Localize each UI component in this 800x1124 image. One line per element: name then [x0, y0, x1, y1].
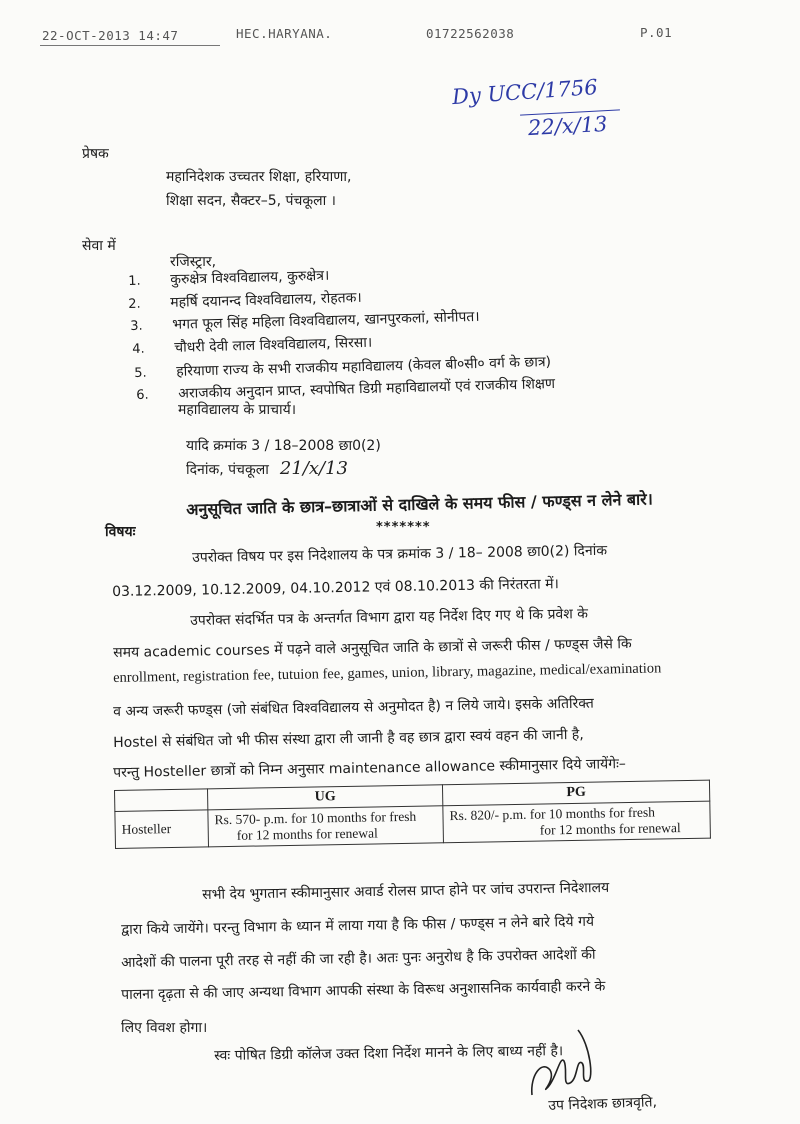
- list-item: 5. हरियाणा राज्य के सभी राजकीय महाविद्यालय (केवल बी०सी० वर्ग के छात्र): [134, 354, 552, 381]
- para2-line: समय academic courses में पढ़ने वाले अनुसूचित जाति के छात्रों से जरूरी फीस / फण्ड्स जैसे कि: [113, 635, 632, 661]
- registrar: रजिस्ट्रार,: [170, 254, 217, 270]
- subject-label: विषयः: [105, 524, 136, 540]
- sender-label: प्रेषक: [82, 146, 109, 162]
- para3-line: लिए विवश होगा।: [121, 1020, 208, 1036]
- list-item: 3. भगत फूल सिंह महिला विश्वविद्यालय, खानपुरकलां, सोनीपत।: [130, 308, 480, 334]
- table-header-blank: [115, 789, 208, 812]
- sender-line-2: शिक्षा सदन, सैक्टर–5, पंचकूला ।: [166, 193, 336, 209]
- sender-line-1: महानिदेशक उच्चतर शिक्षा, हरियाणा,: [166, 169, 352, 185]
- para3-line: पालना दृढ़ता से की जाए अन्यथा विभाग आपकी संस्था के विरूध अनुशासनिक कार्यवाही करने के: [121, 978, 606, 1003]
- list-item: 1. कुरुक्षेत्र विश्वविद्यालय, कुरुक्षेत्र।: [128, 267, 330, 289]
- diary-date: 22/x/13: [527, 111, 609, 141]
- signature-stroke: [532, 1030, 591, 1095]
- signatory-title: उप निदेशक छात्रवृति,: [548, 1094, 658, 1114]
- para2-line: परन्तु Hosteller छात्रों को निम्न अनुसार maintenance allowance स्कीमानुसार दिये जायेंगेः–: [113, 756, 626, 781]
- subject-asterisks: *******: [376, 520, 431, 535]
- allowance-table: [114, 780, 711, 849]
- date-handwritten: 21/x/13: [279, 458, 349, 479]
- para2-line: Hostel से संबंधित जो भी फीस संस्था द्वारा ली जानी है वह छात्र द्वारा स्वयं वहन की जानी है,: [113, 726, 584, 751]
- para3-line: द्वारा किये जायेंगे। परन्तु विभाग के ध्यान में लाया गया है कि फीस / फण्ड्स न लेने बारे दिये गये: [121, 913, 595, 938]
- signature-mark: [520, 1025, 610, 1105]
- list-item: 2. महर्षि दयानन्द विश्वविद्यालय, रोहतक।: [128, 289, 362, 312]
- letter-date: [186, 458, 348, 479]
- para4-note: स्वः पोषित डिग्री कॉलेज उक्त दिशा निर्देश मानने के लिए बाध्य नहीं है।: [214, 1043, 564, 1064]
- para3-line: आदेशों की पालना पूरी तरह से नहीं की जा रही है। अतः पुनः अनुरोध है कि उपरोक्त आदेशों की: [121, 946, 596, 971]
- recipient-6-continuation: महाविद्यालय के प्राचार्य।: [178, 402, 297, 418]
- fax-sender: HEC.HARYANA.: [236, 26, 333, 41]
- para2-line: enrollment, registration fee, tutuion fee, games, union, library, magazine, medical/examination: [113, 660, 662, 686]
- fax-phone: 01722562038: [426, 26, 515, 41]
- table-row-label: Hosteller: [115, 810, 209, 849]
- list-item: 4. चौधरी देवी लाल विश्वविद्यालय, सिरसा।: [132, 334, 373, 357]
- fax-underline: [40, 45, 220, 46]
- para2-line: व अन्य जरूरी फण्ड्स (जो संबंधित विश्वविद्यालय से अनुमोदत है) न लिये जाये। इसके अतिरिक्त: [113, 695, 594, 720]
- table-cell-ug: Rs. 570- p.m. for 10 months for fresh for 12 months for renewal: [208, 806, 444, 847]
- para2-line: उपरोक्त संदर्भित पत्र के अन्तर्गत विभाग द्वारा यह निर्देश दिए गए थे कि प्रवेश के: [190, 606, 589, 629]
- para1-line-2: 03.12.2009, 10.12.2009, 04.10.2012 एवं 08.10.2013 की निरंतरता में।: [112, 576, 559, 600]
- memo-number: यादि क्रमांक 3 / 18–2008 छा0(2): [186, 438, 381, 454]
- para1-line-1: उपरोक्त विषय पर इस निदेशालय के पत्र क्रमांक 3 / 18– 2008 छा0(2) दिनांक: [192, 542, 608, 566]
- date-prefix: दिनांक, पंचकूला: [186, 462, 269, 478]
- table-cell-pg: Rs. 820/- p.m. for 10 months for fresh for 12 months for renewal: [443, 801, 711, 843]
- fax-datetime: 22-OCT-2013 14:47: [42, 28, 179, 43]
- para3-line: सभी देय भुगतान स्कीमानुसार अवार्ड रोलस प्राप्त होने पर जांच उपरान्त निदेशालय: [202, 879, 610, 903]
- fax-page: P.01: [640, 25, 673, 40]
- diary-number: Dy UCC/1756: [451, 74, 599, 110]
- subject-text: अनुसूचित जाति के छात्र–छात्राओं से दाखिले के समय फीस / फण्ड्स न लेने बारे।: [186, 489, 654, 519]
- list-item: 6. अराजकीय अनुदान प्राप्त, स्वपोषित डिग्री महाविद्यालयों एवं राजकीय शिक्षण: [136, 376, 556, 403]
- table-header-pg: PG: [442, 780, 709, 806]
- table-header-ug: UG: [207, 785, 442, 810]
- to-label: सेवा में: [82, 238, 116, 254]
